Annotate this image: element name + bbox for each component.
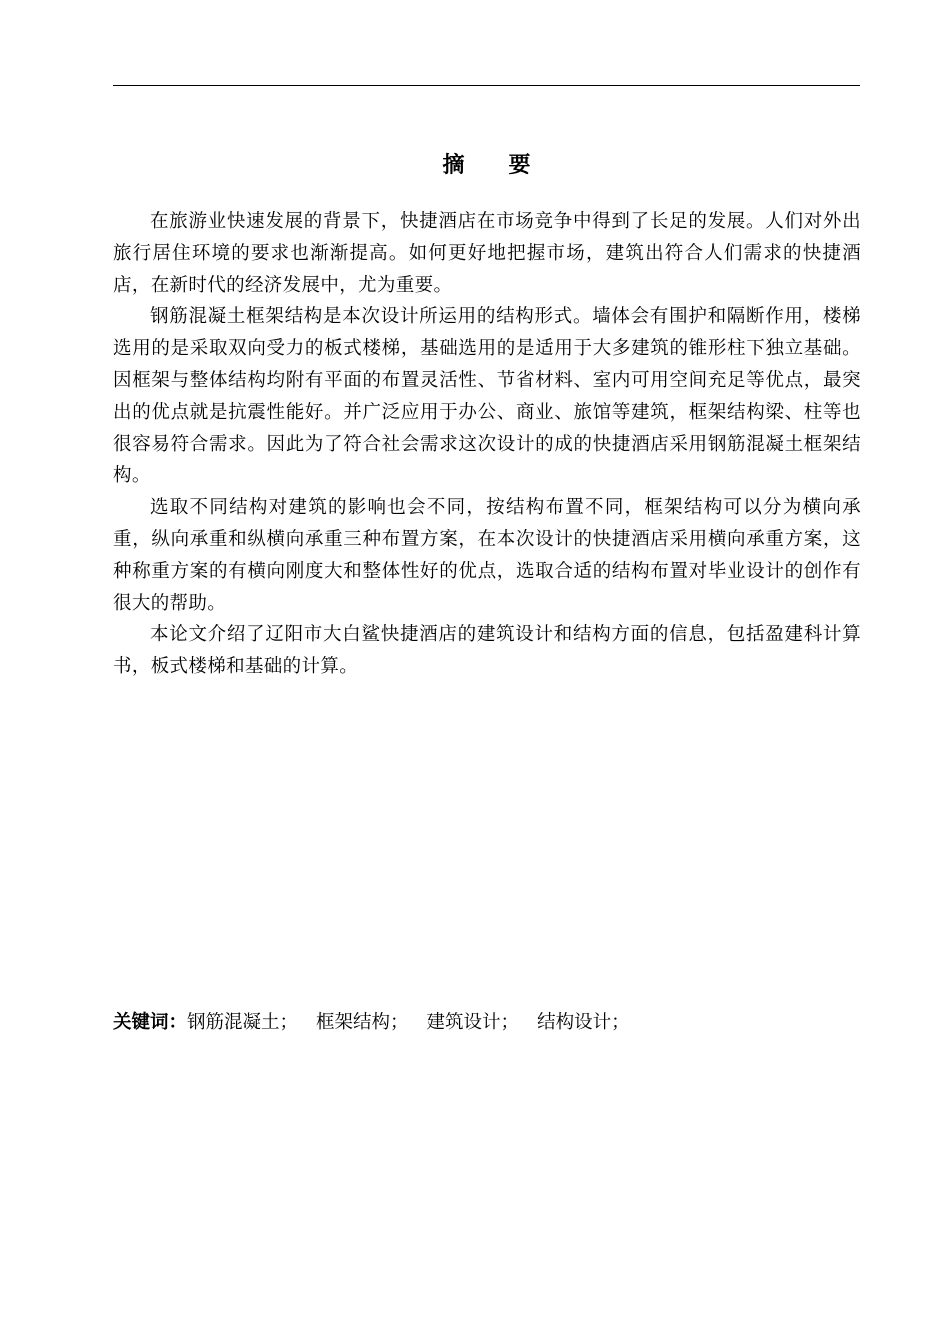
header-rule — [113, 85, 860, 86]
abstract-paragraph: 在旅游业快速发展的背景下，快捷酒店在市场竞争中得到了长足的发展。人们对外出旅行居住环境的要求也渐渐提高。如何更好地把握市场，建筑出符合人们需求的快捷酒店，在新时代的经济发展中，尤为重要。 — [113, 211, 861, 296]
keywords-label: 关键词： — [113, 1012, 188, 1033]
abstract-title — [113, 148, 860, 182]
keyword-item: 建筑设计； — [426, 1012, 520, 1033]
abstract-title-char: 要 — [508, 152, 531, 178]
keyword-item: 框架结构； — [316, 1012, 409, 1033]
abstract-paragraph: 选取不同结构对建筑的影响也会不同，按结构布置不同，框架结构可以分为横向承重，纵向承重和纵横向承重三种布置方案，在本次设计的快捷酒店采用横向承重方案，这种称重方案的有横向刚度大和整体性好的优点，选取合适的结构布置对毕业设计的创作有很大的帮助。 — [113, 497, 861, 614]
abstract-paragraph: 钢筋混凝土框架结构是本次设计所运用的结构形式。墙体会有围护和隔断作用，楼梯选用的是采取双向受力的板式楼梯，基础选用的是适用于大多建筑的锥形柱下独立基础。因框架与整体结构均附有平面的布置灵活性、节省材料、室内可用空间充足等优点，最突出的优点就是抗震性能好。并广泛应用于办公、商业、旅馆等建筑，框架结构梁、柱等也很容易符合需求。因此为了符合社会需求这次设计的成的快捷酒店采用钢筋混凝土框架结构。 — [113, 306, 861, 487]
abstract-title-char: 摘 — [442, 152, 465, 178]
keyword-item: 钢筋混凝土； — [187, 1012, 299, 1033]
abstract-paragraph: 本论文介绍了辽阳市大白鲨快捷酒店的建筑设计和结构方面的信息，包括盈建科计算书，板式楼梯和基础的计算。 — [113, 624, 861, 678]
keyword-item: 结构设计； — [537, 1012, 630, 1033]
keywords-line — [113, 1007, 861, 1039]
abstract-body — [113, 206, 861, 683]
